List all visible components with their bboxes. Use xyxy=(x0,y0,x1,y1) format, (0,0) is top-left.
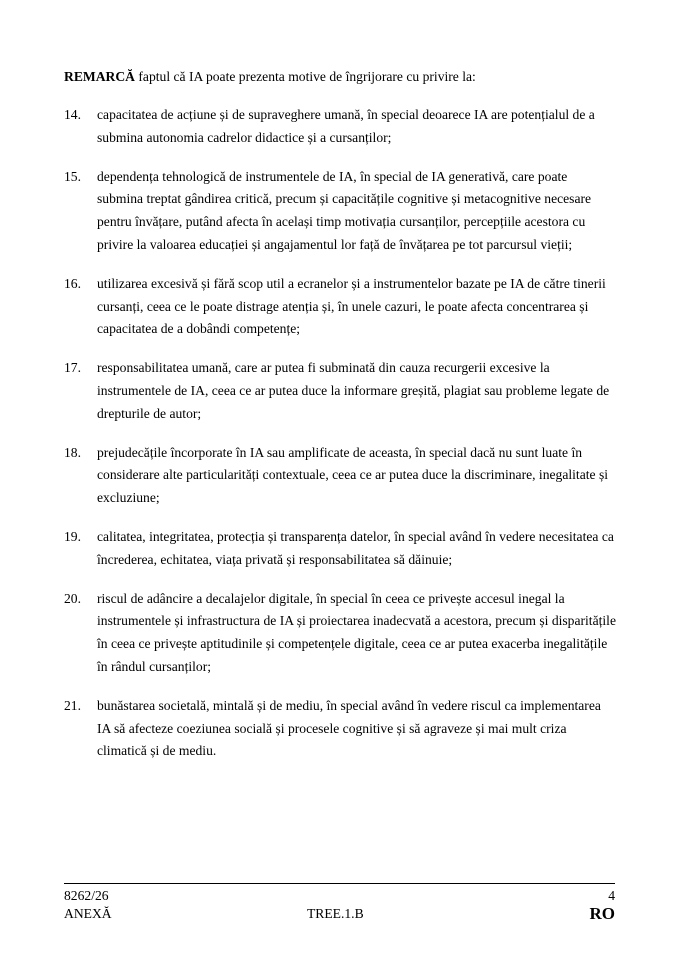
list-item xyxy=(64,588,616,679)
list-item xyxy=(64,104,616,150)
item-number: 15. xyxy=(64,168,81,184)
footer-divider xyxy=(64,883,615,884)
item-number: 19. xyxy=(64,528,81,544)
item-number: 18. xyxy=(64,444,81,460)
list-item xyxy=(64,273,616,341)
intro-paragraph xyxy=(64,66,624,88)
item-text: dependența tehnologică de instrumentele de IA, în special de IA generativă, care poate submina treptat gândirea critică, precum și capacitățile cognitive și metacognitive necesare pentru învățare, putând afecta în același timp motivația cursanților, percepțiile acestora cu privire la valoarea educației și angajamentul lor față de învățarea pe tot parcursul vieții; xyxy=(97,168,592,252)
item-text: prejudecățile încorporate în IA sau amplificate de aceasta, în special dacă nu sunt luate în considerare alte particularități contextuale, ceea ce ar putea duce la discriminare, inegalitate și excluziune; xyxy=(97,444,609,506)
list-item xyxy=(64,166,616,257)
intro-lead-word: REMARCĂ xyxy=(64,69,135,84)
footer-unit-code: TREE.1.B xyxy=(307,906,364,921)
footer-doc-code: 8262/26 xyxy=(64,888,109,903)
item-number: 20. xyxy=(64,590,81,606)
list-item xyxy=(64,442,616,510)
item-text: capacitatea de acțiune și de supraveghere umană, în special deoarece IA are potențialul de a submina autonomia cadrelor didactice și a cursanților; xyxy=(97,107,595,145)
item-number: 17. xyxy=(64,360,81,376)
item-text: riscul de adâncire a decalajelor digitale, în special în ceea ce privește accesul inegal la instrumentele și infrastructura de IA și proiectarea inadecvată a acestora, precum și disparitățile în ceea ce privește aptitudinile și competențele digitale, ceea ce ar putea exacerba inegalitățile în rândul cursanților; xyxy=(97,590,616,674)
item-text: bunăstarea societală, mintală și de mediu, în special având în vedere riscul ca implementarea IA să afecteze coeziunea socială și procesele cognitive și să agraveze și mai mult criza climatică și de mediu. xyxy=(97,697,601,759)
item-number: 14. xyxy=(64,107,81,122)
item-text: responsabilitatea umană, care ar putea fi subminată din cauza recurgerii excesive la instrumentele de IA, ceea ce ar putea duce la informare greșită, plagiat sau probleme legate de drepturile de autor; xyxy=(97,360,610,421)
item-number: 16. xyxy=(64,275,81,291)
list-item xyxy=(64,357,616,425)
numbered-list xyxy=(64,104,616,779)
footer-page-number: 4 xyxy=(608,888,615,903)
item-text: utilizarea excesivă și fără scop util a ecranelor și a instrumentelor bazate pe IA de către tinerii cursanți, ceea ce le poate distrage atenția și, în unele cazuri, le poate afecta concentrarea și capacitatea de a dobândi competențe; xyxy=(97,275,606,337)
intro-text: faptul că IA poate prezenta motive de îngrijorare cu privire la: xyxy=(134,69,476,84)
item-number: 21. xyxy=(64,697,81,713)
footer-annex-label: ANEXĂ xyxy=(64,906,112,921)
list-item xyxy=(64,526,616,572)
item-text: calitatea, integritatea, protecția și transparența datelor, în special având în vedere necesitatea ca încrederea, echitatea, viața privată și responsabilitatea să dăinuie; xyxy=(97,528,614,567)
list-item xyxy=(64,695,616,763)
footer-language-code: RO xyxy=(589,904,615,923)
